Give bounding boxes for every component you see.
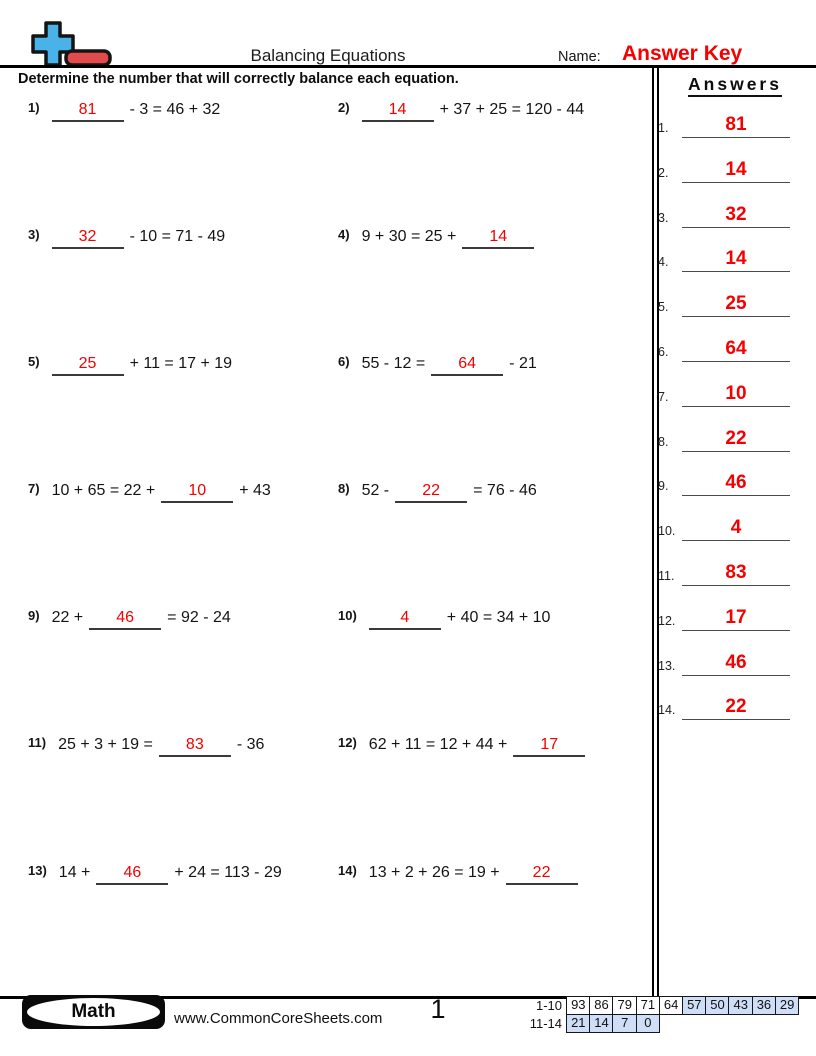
question-10 [338,608,553,630]
question-number: 6) [338,354,350,369]
question-number: 3) [28,227,40,242]
question-number: 12) [338,735,357,750]
answer-row [656,507,796,541]
answer-row [656,686,796,720]
blank-answer-value: 22 [422,482,441,499]
score-range-label: 11-14 [529,1015,562,1031]
question-3 [28,227,228,249]
answer-row [656,238,796,272]
website-url: www.CommonCoreSheets.com [174,1010,383,1027]
question-8 [338,481,540,503]
answers-heading [662,74,808,95]
answer-value: 22 [725,427,747,449]
answer-number: 12. [658,613,676,628]
blank-answer-value: 46 [116,609,135,626]
answer-value: 32 [725,203,747,225]
score-cell: 64 [659,996,684,1015]
equation-text: = 76 - 46 [473,482,537,499]
score-cell: 21 [566,1014,591,1033]
answer-blank [89,608,161,630]
answer-value: 64 [725,338,747,359]
answer-number: 11. [658,569,675,583]
equation-text: = 92 - 24 [167,609,231,626]
equation-text: 62 + 11 = 12 + 44 + [368,736,508,753]
blank-answer-value: 17 [540,736,559,753]
blank-answer-value: 32 [78,228,97,245]
question-5 [28,354,235,376]
question-number: 1) [28,100,40,115]
answer-value: 14 [725,248,747,270]
answer-value: 46 [725,651,747,673]
name-label: Name: [558,49,601,65]
answer-value: 22 [725,696,747,718]
answer-blank [159,735,231,757]
answer-number: 4. [658,255,669,270]
equation-text: 25 + 3 + 19 = [58,736,153,753]
answer-row [656,194,796,228]
answer-value: 83 [725,562,747,583]
score-cell: 43 [728,996,753,1015]
answer-value: 10 [725,382,747,404]
answer-blank [513,735,585,757]
answer-blank [431,354,503,376]
answer-blank [52,354,124,376]
subject-badge-label: Math [27,998,160,1026]
blank-answer-value: 14 [489,228,508,245]
blank-answer-value: 14 [388,101,407,118]
answer-blank [362,100,434,122]
answer-number: 10. [658,524,676,539]
answer-value: 81 [725,114,747,135]
answer-line [682,517,790,541]
question-7 [28,481,274,503]
answer-value: 25 [725,293,747,315]
plus-minus-icon [30,20,125,68]
answer-line [682,562,790,586]
blank-answer-value: 64 [458,355,477,372]
answer-number: 5. [658,300,669,315]
score-cell: 79 [612,996,637,1015]
score-cell: 71 [636,996,661,1015]
blank-answer-value: 46 [123,864,142,881]
question-number: 7) [28,481,40,496]
answer-value: 17 [725,606,747,628]
answer-line [682,248,790,272]
equation-text: - 36 [236,736,265,753]
answer-blank [369,608,441,630]
blank-answer-value: 81 [78,101,97,118]
answer-line [682,383,790,407]
question-number: 5) [28,354,40,369]
answer-row [656,418,796,452]
question-11 [28,735,267,757]
question-number: 2) [338,100,350,115]
question-4 [338,227,537,249]
answer-number: 1. [658,121,669,135]
answer-row [656,149,796,183]
equation-text: 9 + 30 = 25 + [361,228,457,245]
question-6 [338,354,540,376]
answer-number: 6. [658,345,669,359]
answer-number: 13. [658,658,676,673]
question-number: 4) [338,227,350,242]
answer-row [656,283,796,317]
answer-blank [161,481,233,503]
question-12 [338,735,588,757]
question-number: 10) [338,608,357,623]
answer-line [682,159,790,183]
score-cell: 14 [589,1014,614,1033]
subject-badge [22,995,165,1029]
answer-value: 46 [725,472,747,494]
instruction-text: Determine the number that will correctly balance each equation. [18,71,459,87]
blank-answer-value: 25 [78,355,97,372]
score-cell: 36 [752,996,777,1015]
score-cell: 29 [775,996,800,1015]
answer-number: 2. [658,165,669,180]
answer-number: 3. [658,210,669,225]
answer-line [682,204,790,228]
equation-text: - 21 [509,355,537,372]
score-cell: 50 [705,996,730,1015]
question-1 [28,100,223,122]
equation-text: + 11 = 17 + 19 [129,355,233,372]
answer-number: 8. [658,434,669,449]
answer-line [682,114,790,138]
score-cell: 93 [566,996,591,1015]
question-2 [338,100,587,122]
answers-heading-label: Answers [688,74,782,97]
equation-text: 22 + [51,609,84,626]
equation-text: 14 + [58,864,91,881]
score-range-label: 1-10 [535,998,562,1013]
answer-line [682,293,790,317]
answer-row [656,642,796,676]
answer-line [682,428,790,452]
equation-text: 52 - [361,482,390,499]
answer-row [656,373,796,407]
answer-line [682,607,790,631]
answer-number: 7. [658,389,669,404]
question-number: 8) [338,481,350,496]
answer-value: 4 [730,517,742,539]
score-cell: 7 [612,1014,637,1033]
answer-row [656,597,796,631]
blank-answer-value: 22 [532,864,551,881]
blank-answer-value: 4 [400,609,410,626]
score-cell: 57 [682,996,707,1015]
blank-answer-value: 83 [185,736,204,753]
equation-text: + 24 = 113 - 29 [174,864,282,881]
equation-text: - 3 = 46 + 32 [129,101,221,118]
question-9 [28,608,234,630]
score-row [498,1014,659,1033]
page-number: 1 [430,994,446,1024]
answer-blank [395,481,467,503]
answer-line [682,338,790,362]
question-number: 11) [28,735,47,750]
answer-blank [462,227,534,249]
score-row [498,996,798,1015]
answer-blank [52,100,124,122]
answer-key-text: Answer Key [622,42,743,65]
equation-text: 10 + 65 = 22 + [51,482,156,499]
header-divider [0,65,816,68]
worksheet-title: Balancing Equations [250,46,406,65]
answer-line [682,696,790,720]
answer-row [656,104,796,138]
question-number: 14) [338,863,357,878]
answer-line [682,652,790,676]
answer-row [656,328,796,362]
equation-text: 13 + 2 + 26 = 19 + [368,864,500,881]
equation-text: - 10 = 71 - 49 [129,228,226,245]
equation-text: 55 - 12 = [361,355,426,372]
answer-blank [52,227,124,249]
question-number: 13) [28,863,47,878]
answer-number: 14. [658,703,676,718]
question-13 [28,863,285,885]
equation-text: + 43 [239,482,271,499]
equation-text: + 40 = 34 + 10 [446,609,551,626]
answer-blank [506,863,578,885]
answer-value: 14 [725,158,747,180]
answer-blank [96,863,168,885]
score-cell: 0 [636,1014,661,1033]
score-cell: 86 [589,996,614,1015]
answer-number: 9. [658,479,669,494]
equation-text: + 37 + 25 = 120 - 44 [439,101,585,118]
blank-answer-value: 10 [188,482,207,499]
question-14 [338,863,581,885]
answer-line [682,472,790,496]
answer-row [656,462,796,496]
answer-row [656,552,796,586]
question-number: 9) [28,608,40,623]
